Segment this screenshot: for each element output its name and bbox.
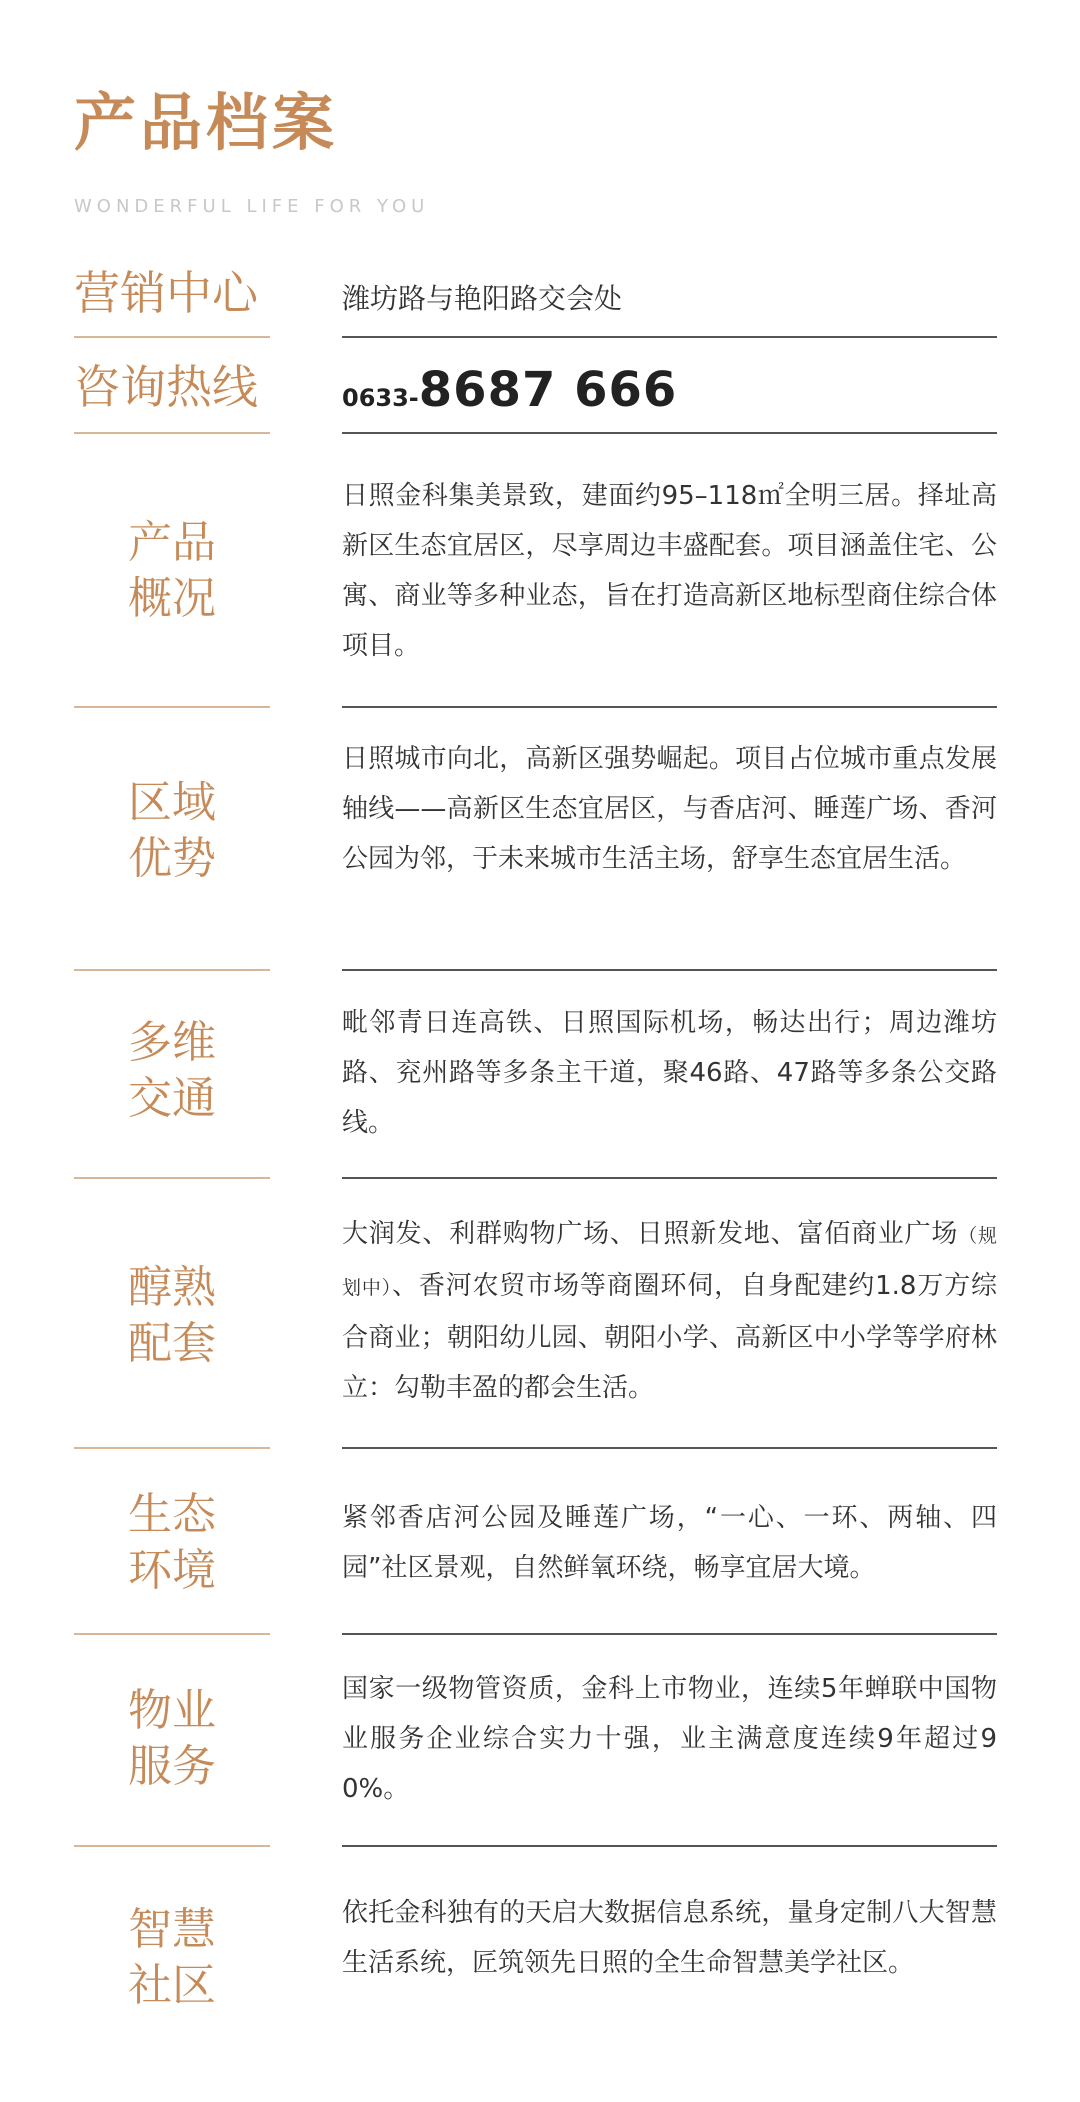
section-label-line: 醇熟 xyxy=(128,1262,216,1313)
section-label-line: 区域 xyxy=(128,777,216,828)
section-label-line: 环境 xyxy=(128,1545,216,1596)
amenities-text-part: 大润发、利群购物广场、日照新发地、富佰商业广场 xyxy=(342,1219,959,1249)
divider-right xyxy=(342,1633,997,1635)
section-label-amenities xyxy=(74,1260,270,1372)
section-label-line: 概况 xyxy=(128,573,216,624)
section-text-transport: 毗邻青日连高铁、日照国际机场，畅达出行；周边潍坊路、兖州路等多条主干道，聚46路、47路等多条公交路线。 xyxy=(342,1008,997,1138)
divider-left xyxy=(74,1845,270,1847)
section-label-line: 配套 xyxy=(128,1318,216,1369)
section-label-line: 多维 xyxy=(128,1017,216,1068)
hotline-number[interactable] xyxy=(342,362,997,429)
hotline-label: 咨询热线 xyxy=(74,360,258,414)
section-text-amenities xyxy=(342,1209,997,1413)
section-text-ecology: 紧邻香店河公园及睡莲广场，“一心、一环、两轴、四园”社区景观，自然鲜氧环绕，畅享宜居大境。 xyxy=(342,1503,997,1583)
section-label-smart-community xyxy=(74,1902,270,2014)
section-label-property xyxy=(74,1683,270,1795)
section-label-location xyxy=(74,775,270,887)
hotline-prefix: 0633- xyxy=(342,384,419,412)
divider-left xyxy=(74,336,270,338)
divider-right xyxy=(342,1177,997,1179)
section-label-line: 优势 xyxy=(128,833,216,884)
amenities-planned-note: （规划中） xyxy=(342,1225,997,1299)
sales-center-label: 营销中心 xyxy=(74,266,258,320)
divider-left xyxy=(74,1447,270,1449)
divider-left xyxy=(74,1177,270,1179)
divider-left xyxy=(74,706,270,708)
section-label-line: 产品 xyxy=(128,517,216,568)
section-label-ecology xyxy=(74,1487,270,1599)
divider-right xyxy=(342,336,997,338)
section-label-transport xyxy=(74,1015,270,1127)
divider-right xyxy=(342,706,997,708)
divider-left xyxy=(74,432,270,434)
section-text-overview: 日照金科集美景致，建面约95–118㎡全明三居。择址高新区生态宜居区，尽享周边丰盛配套。项目涵盖住宅、公寓、商业等多种业态，旨在打造高新区地标型商住综合体项目。 xyxy=(342,481,997,661)
section-text-location: 日照城市向北，高新区强势崛起。项目占位城市重点发展轴线——高新区生态宜居区，与香店河、睡莲广场、香河公园为邻，于未来城市生活主场，舒享生态宜居生活。 xyxy=(342,744,997,874)
sales-center-address: 潍坊路与艳阳路交会处 xyxy=(342,282,623,315)
divider-right xyxy=(342,1845,997,1847)
section-label-line: 服务 xyxy=(128,1741,216,1792)
page-title: 产品档案 xyxy=(74,86,339,159)
section-label-line: 社区 xyxy=(128,1960,216,2011)
section-label-overview xyxy=(74,515,270,627)
section-label-line: 生态 xyxy=(128,1489,216,1540)
divider-right xyxy=(342,432,997,434)
section-label-line: 交通 xyxy=(128,1073,216,1124)
section-text-property: 国家一级物管资质，金科上市物业，连续5年蝉联中国物业服务企业综合实力十强，业主满意度连续9年超过90%。 xyxy=(342,1674,997,1804)
page-subtitle: WONDERFUL LIFE FOR YOU xyxy=(74,196,430,217)
section-label-line: 智慧 xyxy=(128,1904,216,1955)
divider-left xyxy=(74,1633,270,1635)
hotline-main-number: 8687 666 xyxy=(418,362,678,418)
divider-right xyxy=(342,1447,997,1449)
divider-left xyxy=(74,969,270,971)
section-text-smart-community: 依托金科独有的天启大数据信息系统，量身定制八大智慧生活系统，匠筑领先日照的全生命智慧美学社区。 xyxy=(342,1898,997,1978)
section-label-line: 物业 xyxy=(128,1685,216,1736)
amenities-text-part: 、香河农贸市场等商圈环伺，自身配建约1.8万方综合商业；朝阳幼儿园、朝阳小学、高新区中小学等学府林立：勾勒丰盈的都会生活。 xyxy=(342,1271,997,1403)
divider-right xyxy=(342,969,997,971)
